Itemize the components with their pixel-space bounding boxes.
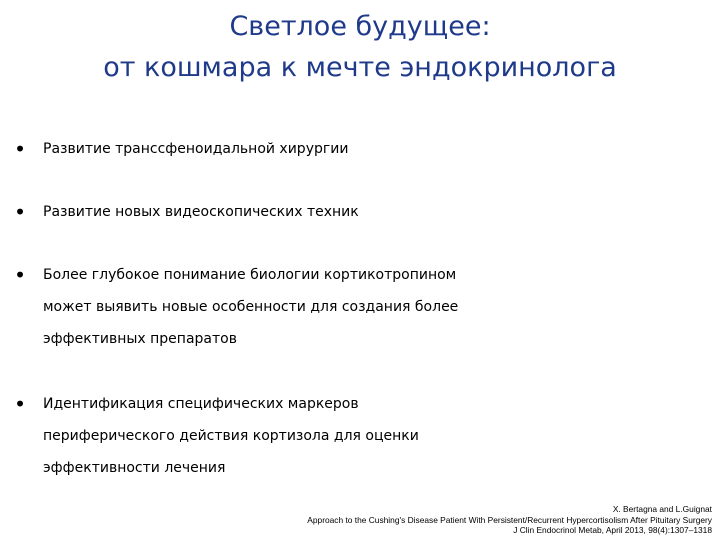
bullet-marker: • xyxy=(14,263,27,287)
bullet-item xyxy=(14,388,714,484)
bullet-line: периферического действия кортизола для оценки xyxy=(43,428,419,444)
bullet-line: Более глубокое понимание биологии кортикотропином xyxy=(43,267,457,283)
citation-journal: J Clin Endocrinol Metab, April 2013, 98(4):1307–1318 xyxy=(513,525,712,535)
bullet-item xyxy=(14,196,714,228)
bullet-item xyxy=(14,259,714,355)
bullet-text xyxy=(43,388,714,484)
citation-title: Approach to the Cushing's Disease Patient With Persistent/Recurrent Hypercortisolism After Pituitary Surgery xyxy=(307,514,712,525)
bullet-item xyxy=(14,133,714,165)
bullet-marker: • xyxy=(14,137,27,161)
bullet-line: Развитие новых видеоскопических техник xyxy=(43,204,359,220)
bullet-marker: • xyxy=(14,200,27,224)
bullet-line: может выявить новые особенности для создания более xyxy=(43,299,459,315)
title-line-2: от кошмара к мечте эндокринолога xyxy=(103,52,617,83)
bullet-line: Идентификация специфических маркеров xyxy=(43,396,359,412)
slide-title xyxy=(0,6,720,88)
bullet-text xyxy=(43,133,714,165)
bullet-marker: • xyxy=(14,392,27,416)
title-line-1: Светлое будущее: xyxy=(229,11,491,42)
bullet-line: эффективности лечения xyxy=(43,460,226,476)
citation-authors: X. Bertagna and L.Guignat xyxy=(612,504,712,514)
bullet-text xyxy=(43,259,714,355)
bullet-text xyxy=(43,196,714,228)
reference-citation xyxy=(307,504,712,536)
bullet-line: Развитие транссфеноидальной хирургии xyxy=(43,141,349,157)
bullet-line: эффективных препаратов xyxy=(43,331,237,347)
